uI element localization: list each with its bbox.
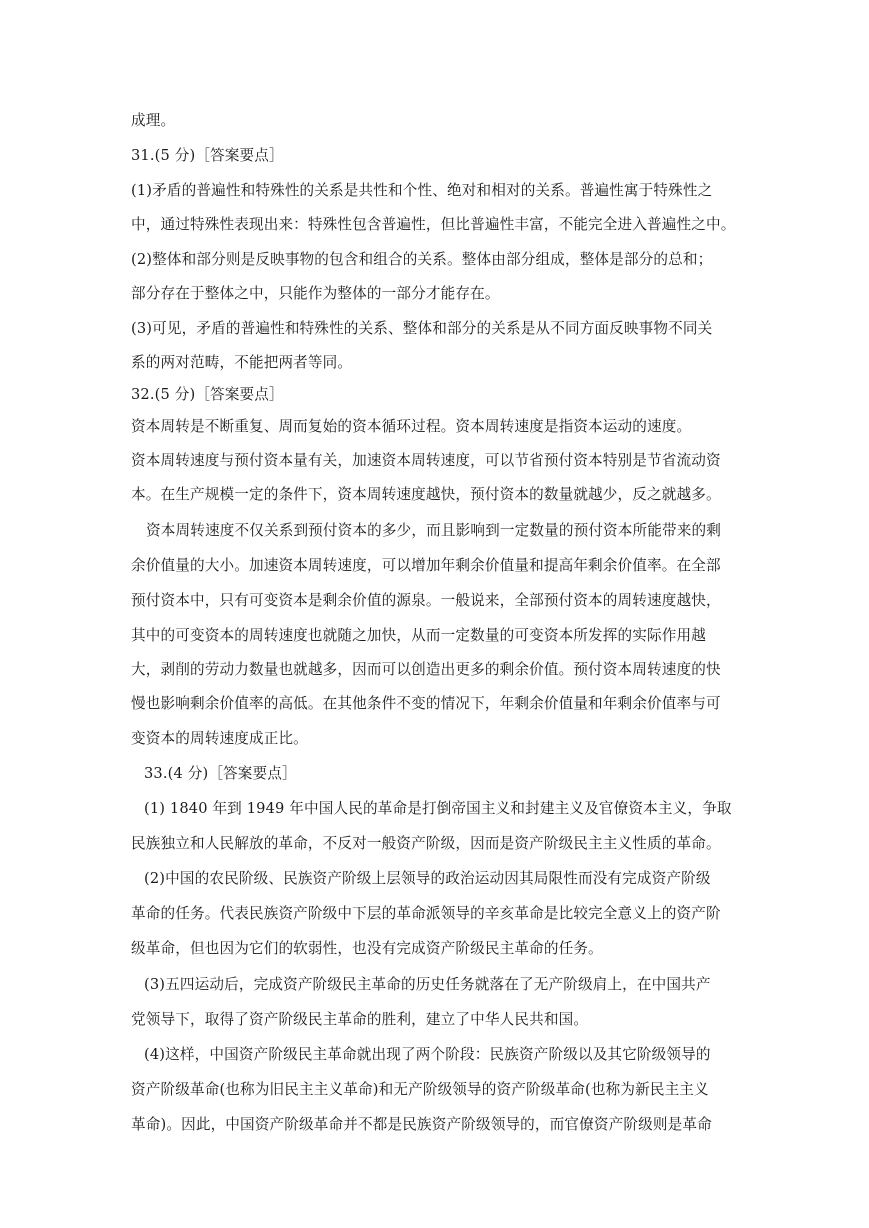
text-line: (4)这样，中国资产阶级民主革命就出现了两个阶段：民族资产阶级以及其它阶级领导的 [144, 1046, 711, 1063]
text-line: 慢也影响剩余价值率的高低。在其他条件不变的情况下，年剩余价值量和年剩余价值率与可 [131, 695, 721, 712]
text-line: 资本周转是不断重复、周而复始的资本循环过程。资本周转速度是指资本运动的速度。 [131, 418, 692, 435]
text-line: (2)中国的农民阶级、民族资产阶级上层领导的政治运动因其局限性而没有完成资产阶级 [144, 870, 711, 887]
text-line: 中，通过特殊性表现出来：特殊性包含普遍性，但比普遍性丰富，不能完全进入普遍性之中。 [131, 216, 736, 233]
text-line: 党领导下，取得了资产阶级民主革命的胜利，建立了中华人民共和国。 [131, 1011, 589, 1028]
text-line: 资本周转速度不仅关系到预付资本的多少，而且影响到一定数量的预付资本所能带来的剩 [146, 522, 722, 539]
text-line: 其中的可变资本的周转速度也就随之加快，从而一定数量的可变资本所发挥的实际作用越 [131, 627, 707, 644]
text-line: 革命)。因此，中国资产阶级革命并不都是民族资产阶级领导的，而官僚资产阶级则是革命 [131, 1116, 712, 1133]
question-heading: 31.(5 分)［答案要点］ [131, 147, 284, 164]
text-line: (1) 1840 年到 1949 年中国人民的革命是打倒帝国主义和封建主义及官僚资本主义，争取 [144, 800, 732, 817]
text-line: 预付资本中，只有可变资本是剩余价值的源泉。一般说来，全部预付资本的周转速度越快， [131, 592, 721, 609]
text-line: 大，剥削的劳动力数量也就越多，因而可以创造出更多的剩余价值。预付资本周转速度的快 [131, 661, 721, 678]
text-line: 余价值量的大小。加速资本周转速度，可以增加年剩余价值量和提高年剩余价值率。在全部 [131, 557, 721, 574]
text-line: 变资本的周转速度成正比。 [131, 730, 308, 747]
text-line: 民族独立和人民解放的革命，不反对一般资产阶级，因而是资产阶级民主主义性质的革命。 [131, 835, 721, 852]
text-line: (2)整体和部分则是反映事物的包含和组合的关系。整体由部分组成，整体是部分的总和； [131, 251, 713, 268]
text-line: 资本周转速度与预付资本量有关，加速资本周转速度，可以节省预付资本特别是节省流动资 [131, 452, 721, 469]
text-line: 部分存在于整体之中，只能作为整体的一部分才能存在。 [131, 285, 500, 302]
question-heading: 33.(4 分)［答案要点］ [144, 765, 297, 782]
text-line: 本。在生产规模一定的条件下，资本周转速度越快，预付资本的数量就越少，反之就越多。 [131, 486, 721, 503]
text-line: 革命的任务。代表民族资产阶级中下层的革命派领导的辛亥革命是比较完全意义上的资产阶 [131, 905, 721, 922]
text-line: 资产阶级革命(也称为旧民主主义革命)和无产阶级领导的资产阶级革命(也称为新民主主义 [131, 1081, 709, 1098]
text-line: 成理。 [131, 112, 176, 129]
text-line: 系的两对范畴，不能把两者等同。 [131, 354, 353, 371]
text-line: 级革命，但也因为它们的软弱性，也没有完成资产阶级民主革命的任务。 [131, 940, 603, 957]
question-heading: 32.(5 分)［答案要点］ [131, 386, 284, 403]
text-line: (3)五四运动后，完成资产阶级民主革命的历史任务就落在了无产阶级肩上，在中国共产 [144, 976, 711, 993]
text-line: (3)可见，矛盾的普遍性和特殊性的关系、整体和部分的关系是从不同方面反映事物不同关 [131, 320, 713, 337]
text-line: (1)矛盾的普遍性和特殊性的关系是共性和个性、绝对和相对的关系。普遍性寓于特殊性之 [131, 182, 713, 199]
